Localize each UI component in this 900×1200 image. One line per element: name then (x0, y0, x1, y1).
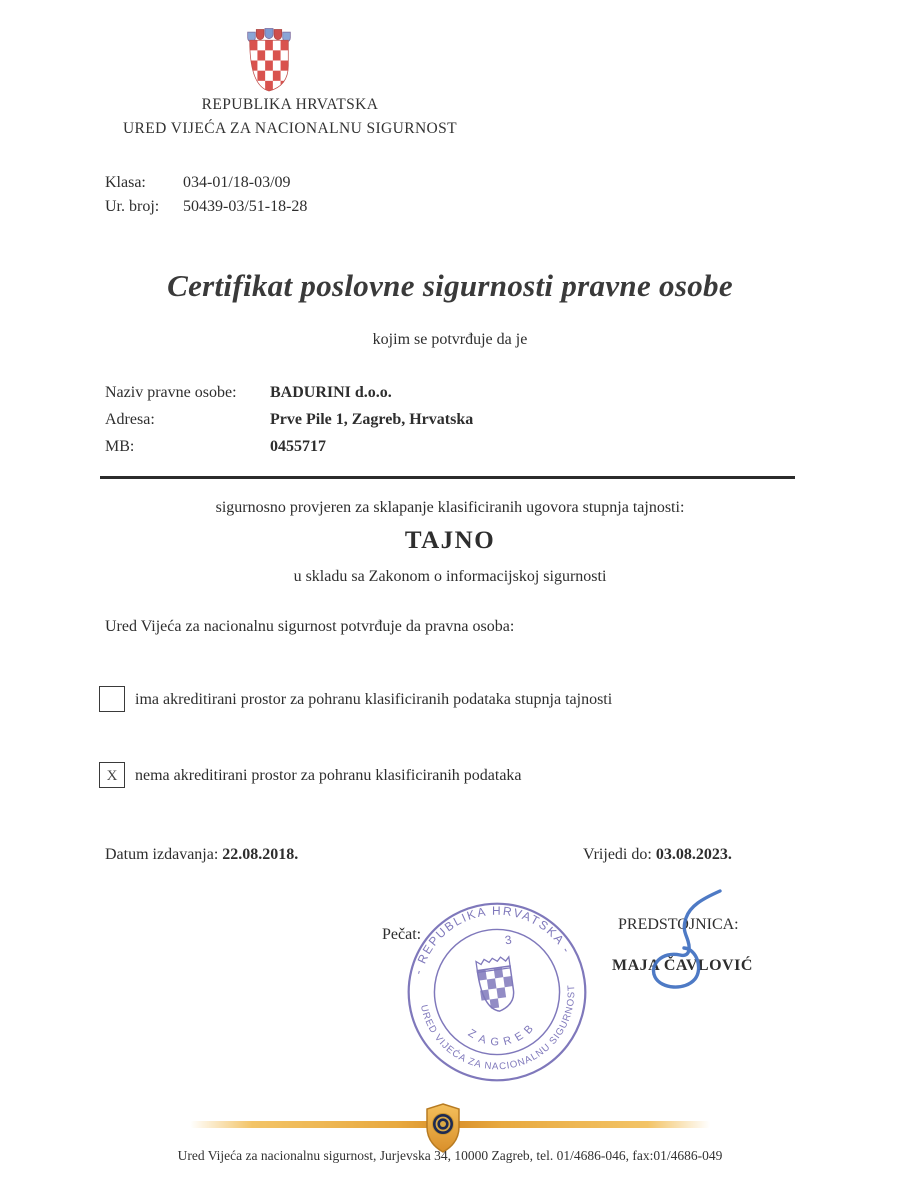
entity-row-name (105, 384, 392, 402)
header-office: URED VIJEĆA ZA NACIONALNU SIGURNOST (122, 120, 458, 137)
valid-until-label: Vrijedi do: (583, 846, 652, 863)
stamp-number: 3 (503, 932, 513, 948)
issue-date-label: Datum izdavanja: (105, 846, 219, 863)
seal-label: Pečat: (382, 926, 422, 943)
entity-address-label: Adresa: (105, 411, 155, 428)
clearance-law: u skladu sa Zakonom o informacijskoj sigurnosti (293, 568, 607, 585)
confirmation-text: Ured Vijeća za nacionalnu sigurnost potvrđuje da pravna osoba: (105, 618, 515, 635)
entity-mb-label: MB: (105, 438, 135, 455)
checkbox-accredited-space-label: ima akreditirani prostor za pohranu klasificiranih podataka stupnja tajnosti (135, 691, 613, 708)
klasa-label: Klasa: (105, 174, 146, 191)
croatian-coat-of-arms-icon (245, 27, 293, 93)
document-subtitle: kojim se potvrđuje da je (372, 331, 528, 348)
svg-text:- REPUBLIKA HRVATSKA - (405, 900, 575, 978)
classification-level: TAJNO (404, 527, 496, 554)
checkbox-no-accredited-space-label: nema akreditirani prostor za pohranu klasificiranih podataka (135, 767, 522, 784)
entity-name-value: BADURINI d.o.o. (270, 384, 392, 401)
round-ink-stamp-icon (405, 900, 589, 1084)
stamp-top-text: - REPUBLIKA HRVATSKA - (410, 903, 575, 976)
checkbox-accredited-space (99, 686, 125, 712)
stamp-crest (476, 956, 516, 1013)
entity-mb-value: 0455717 (270, 438, 326, 455)
urbroj-row (105, 198, 307, 216)
entity-name-label: Naziv pravne osobe: (105, 384, 237, 401)
document-title: Certifikat poslovne sigurnosti pravne osobe (167, 268, 733, 303)
gold-shield-emblem-icon (423, 1103, 463, 1153)
issue-date (105, 846, 298, 864)
valid-until-value: 03.08.2023. (655, 846, 732, 863)
urbroj-label: Ur. broj: (105, 198, 160, 215)
svg-text:ZAGREB (464, 1018, 541, 1054)
entity-address-value: Prve Pile 1, Zagreb, Hrvatska (270, 411, 474, 428)
signer-title: PREDSTOJNICA: (618, 916, 739, 933)
signer-name: MAJA ČAVLOVIĆ (612, 957, 753, 974)
valid-until-date (583, 846, 732, 864)
entity-row-mb (105, 438, 326, 456)
checkbox-no-accredited-space: X (99, 762, 125, 788)
klasa-value: 034-01/18-03/09 (183, 174, 291, 191)
issue-date-value: 22.08.2018. (222, 846, 299, 863)
stamp-city: ZAGREB (465, 1019, 540, 1049)
section-divider (100, 476, 795, 479)
footer-text: Ured Vijeća za nacionalnu sigurnost, Jurjevska 34, 10000 Zagreb, tel. 01/4686-046, fax:01/4686-049 (177, 1148, 723, 1163)
entity-row-address (105, 411, 473, 429)
clearance-intro: sigurnosno provjeren za sklapanje klasificiranih ugovora stupnja tajnosti: (215, 499, 685, 516)
klasa-row (105, 174, 291, 192)
urbroj-value: 50439-03/51-18-28 (183, 198, 308, 215)
svg-text:URED VIJEĆA ZA NACIONALNU SIGU (418, 983, 588, 1083)
stamp-bottom-text: URED VIJEĆA ZA NACIONALNU SIGURNOST (417, 983, 578, 1073)
header-country: REPUBLIKA HRVATSKA (201, 96, 379, 113)
signature-scribble (636, 886, 728, 994)
